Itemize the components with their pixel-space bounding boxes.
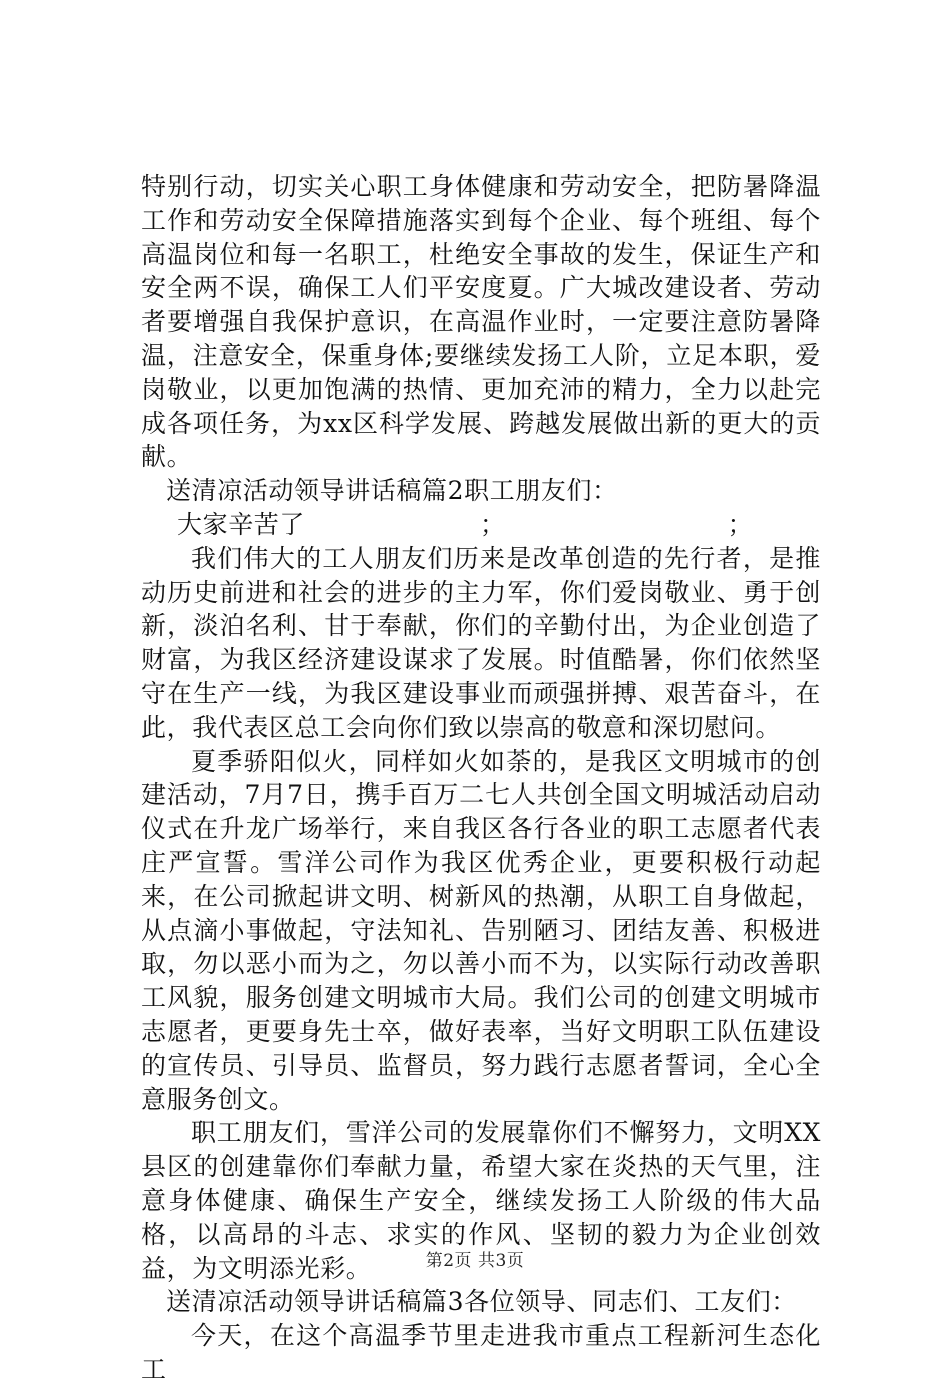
paragraph-section3-opening: 今天，在这个高温季节里走进我市重点工程新河生态化工	[141, 1321, 821, 1384]
paragraph-continuation: 特别行动，切实关心职工身体健康和劳动安全，把防暑降温工作和劳动安全保障措施落实到每个企业、每个班组、每个高温岗位和每一名职工，杜绝安全事故的发生，保证生产和安全两不误，确保工人们平安度夏。广大城改建设者、劳动者要增强自我保护意识，在高温作业时，一定要注意防暑降温，注意安全，保重身体;要继续发扬工人阶，立足本职，爱岗敬业，以更加饱满的热情、更加充沛的精力，全力以赴完成各项任务，为xx区科学发展、跨越发展做出新的更大的贡献。	[141, 172, 821, 472]
page-footer: 第2页 共3页	[425, 1251, 525, 1271]
paragraph-civilized-city: 夏季骄阳似火，同样如火如荼的，是我区文明城市的创建活动，7月7日，携手百万二七人共创全国文明城活动启动仪式在升龙广场举行，来自我区各行各业的职工志愿者代表庄严宣誓。雪洋公司作为我区优秀企业，更要积极行动起来，在公司掀起讲文明、树新风的热潮，从职工自身做起，从点滴小事做起，守法知礼、告别陋习、团结友善、积极进取，勿以恶小而为之，勿以善小而不为，以实际行动改善职工风貌，服务创建文明城市大局。我们公司的创建文明城市志愿者，更要身先士卒，做好表率，当好文明职工队伍建设的宣传员、引导员、监督员，努力践行志愿者誓词，全心全意服务创文。	[141, 746, 821, 1114]
paragraph-closing-wishes: 职工朋友们，雪洋公司的发展靠你们不懈努力，文明XX县区的创建靠你们奉献力量，希望大家在炎热的天气里，注意身体健康、确保生产安全，继续发扬工人阶级的伟大品格，以高昂的斗志、求实的作风、坚韧的毅力为企业创效益，为文明添光彩。	[141, 1118, 821, 1283]
greeting-line	[141, 508, 821, 542]
greeting-semicolon-2: ；	[727, 509, 754, 539]
paragraph-workers-tribute: 我们伟大的工人朋友们历来是改革创造的先行者，是推动历史前进和社会的进步的主力军，你们爱岗敬业、勇于创新，淡泊名利、甘于奉献，你们的辛勤付出，为企业创造了财富，为我区经济建设谋求了发展。时值酷暑，你们依然坚守在生产一线，为我区建设事业而顽强拼搏、艰苦奋斗，在此，我代表区总工会向你们致以崇高的敬意和深切慰问。	[141, 543, 821, 742]
section-heading-3: 送清凉活动领导讲话稿篇3各位领导、同志们、工友们：	[166, 1287, 797, 1317]
section-heading-2: 送清凉活动领导讲话稿篇2职工朋友们：	[166, 476, 618, 506]
greeting-text: 大家辛苦了	[177, 509, 306, 539]
greeting-semicolon-1: ；	[480, 509, 506, 539]
document-body	[141, 170, 821, 1387]
